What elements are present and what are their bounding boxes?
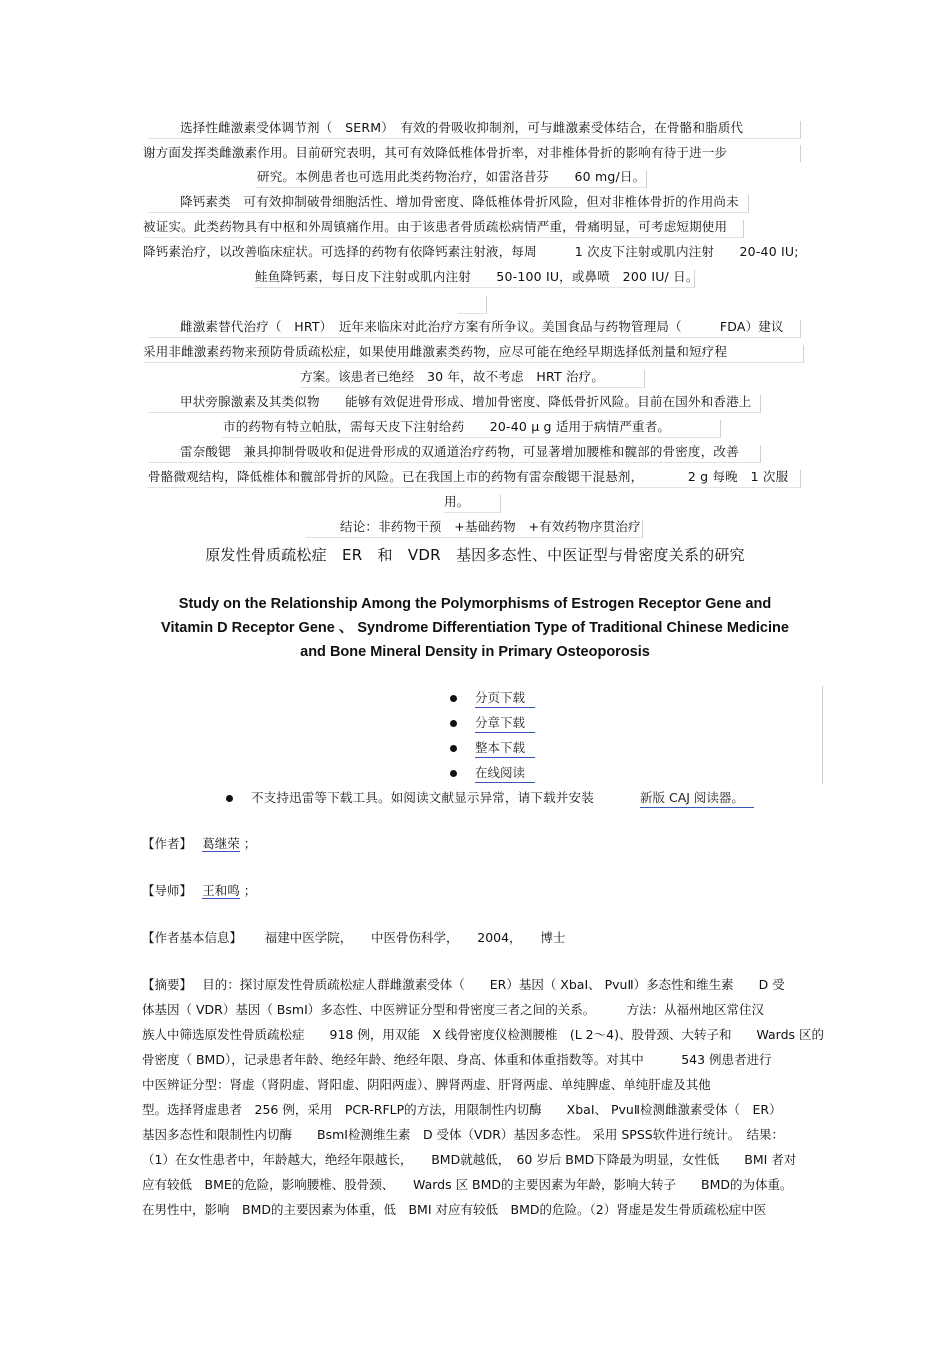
bullet-icon: [450, 770, 457, 777]
abstract-line-8: （1）在女性患者中，年龄越大，绝经年限越长， BMD就越低， 60 岁后 BMD下降最为明显，女性低 BMI 者对: [142, 1152, 797, 1167]
pth-line-2: 市的药物有特立帕肽，需每天皮下注射给药 20-40 μ g 适用于病情严重者。: [223, 419, 671, 434]
advisor-link[interactable]: 王和鸣: [202, 883, 240, 898]
paper-title-english-line-2: Vitamin D Receptor Gene 、 Syndrome Differentiation Type of Traditional Chinese Medicine: [161, 620, 789, 636]
abstract-text: 目的：探讨原发性骨质疏松症人群雌激素受体（ ER）基因（ XbaⅠ、 PvuⅡ）多态性和维生素 D 受: [202, 977, 785, 992]
bullet-icon: [450, 745, 457, 752]
scroll-divider: [822, 686, 823, 784]
conclusion: 结论：非药物干预 +基础药物 +有效药物序贯治疗: [340, 519, 641, 534]
serm-line-3: 研究。本例患者也可选用此类药物治疗，如雷洛昔芬 60 mg/日。: [257, 169, 646, 184]
author-info-row: [142, 929, 565, 947]
download-by-chapter-link[interactable]: 分章下载: [475, 714, 535, 733]
ranelate-line-1: 雷奈酸锶 兼具抑制骨吸收和促进骨形成的双通道治疗药物，可显著增加腰椎和髋部的骨密度，改善: [180, 444, 739, 459]
calcitonin-line-3: 降钙素治疗，以改善临床症状。可选择的药物有依降钙素注射液，每周 1 次皮下注射或肌内注射 20-40 IU;: [143, 244, 799, 259]
bullet-icon: [226, 795, 233, 802]
calcitonin-line-4: 鲑鱼降钙素，每日皮下注射或肌内注射 50-100 IU，或鼻喷 200 IU/ 日。: [255, 269, 699, 284]
ranelate-line-2: 骨骼微观结构，降低椎体和髋部骨折的风险。已在我国上市的药物有雷奈酸锶干混悬剂， 2 g 每晚 1 次服: [148, 469, 789, 484]
bullet-icon: [450, 720, 457, 727]
ranelate-line-3: 用。: [444, 494, 470, 509]
calcitonin-line-2: 被证实。此类药物具有中枢和外周镇痛作用。由于该患者骨质疏松病情严重，骨痛明显，可考虑短期使用: [143, 219, 728, 234]
paper-title-english-line-1: Study on the Relationship Among the Polymorphisms of Estrogen Receptor Gene and: [178, 596, 772, 612]
abstract-line-10: 在男性中，影响 BMD的主要因素为体重，低 BMI 对应有较低 BMD的危险。（2）肾虚是发生骨质疏松症中医: [142, 1202, 767, 1217]
bullet-icon: [450, 695, 457, 702]
calcitonin-line-1: 降钙素类 可有效抑制破骨细胞活性、增加骨密度、降低椎体骨折风险，但对非椎体骨折的作用尚未: [180, 194, 739, 209]
author-info-label: 【作者基本信息】: [142, 930, 236, 945]
advisor-label: 【导师】: [142, 883, 186, 898]
author-link[interactable]: 葛继荣: [202, 836, 240, 851]
author-label: 【作者】: [142, 836, 186, 851]
author-info-value: 福建中医学院， 中医骨伤科学， 2004， 博士: [264, 930, 566, 945]
pth-line-1: 甲状旁腺激素及其类似物 能够有效促进骨形成、增加骨密度、降低骨折风险。目前在国外和香港上: [180, 394, 752, 409]
author-row: [142, 835, 256, 853]
separator: ；: [243, 836, 257, 851]
abstract-label: 【摘要】: [142, 977, 186, 992]
abstract-line-6: 型。选择肾虚患者 256 例，采用 PCR-RFLP的方法，用限制性内切酶 XbaⅠ、 PvuⅡ检测雌激素受体（ ER）: [142, 1102, 782, 1117]
text-fragment-border: [458, 296, 487, 314]
advisor-row: [142, 882, 256, 900]
caj-reader-link[interactable]: 新版 CAJ 阅读器。: [640, 789, 754, 808]
abstract-line-4: 骨密度（ BMD），记录患者年龄、绝经年龄、绝经年限、身高、体重和体重指数等。对其中 543 例患者进行: [142, 1052, 772, 1067]
abstract-line-5: 中医辨证分型：肾虚（肾阴虚、肾阳虚、阴阳两虚）、脾肾两虚、肝肾两虚、单纯脾虚、单纯肝虚及其他: [142, 1077, 711, 1092]
hrt-line-1: 雌激素替代治疗（ HRT） 近年来临床对此治疗方案有所争议。美国食品与药物管理局（ FDA）建议: [180, 319, 784, 334]
read-online-link[interactable]: 在线阅读: [475, 764, 535, 783]
abstract-line-9: 应有较低 BME的危险，影响腰椎、股骨颈、 Wards 区 BMD的主要因素为年龄，影响大转子 BMD的为体重。: [142, 1177, 793, 1192]
download-whole-link[interactable]: 整本下载: [475, 739, 535, 758]
paper-title-chinese: 原发性骨质疏松症 ER 和 VDR 基因多态性、中医证型与骨密度关系的研究: [205, 546, 745, 564]
serm-line-1: 选择性雌激素受体调节剂（ SERM） 有效的骨吸收抑制剂，可与雌激素受体结合，在骨骼和脂质代: [180, 120, 744, 135]
hrt-line-3: 方案。该患者已绝经 30 年，故不考虑 HRT 治疗。: [300, 369, 605, 384]
download-by-page-link[interactable]: 分页下载: [475, 689, 535, 708]
hrt-line-2: 采用非雌激素药物来预防骨质疏松症，如果使用雌激素类药物，应尽可能在绝经早期选择低剂量和短疗程: [143, 344, 728, 359]
abstract-line-1: [142, 976, 785, 994]
separator: ；: [243, 883, 257, 898]
text-fragment-border: [800, 145, 801, 162]
abstract-line-3: 族人中筛选原发性骨质疏松症 918 例，用双能 X 线骨密度仪检测腰椎 (L 2～4)、股骨颈、大转子和 Wards 区的: [142, 1027, 825, 1042]
serm-line-2: 谢方面发挥类雌激素作用。目前研究表明，其可有效降低椎体骨折率，对非椎体骨折的影响有待于进一步: [143, 145, 728, 160]
abstract-line-7: 基因多态性和限制性内切酶 BsmⅠ检测维生素 D 受体（VDR）基因多态性。 采用 SPSS软件进行统计。 结果：: [142, 1127, 784, 1142]
paper-title-english-line-3: and Bone Mineral Density in Primary Osteoporosis: [300, 644, 650, 660]
download-notice: 不支持迅雷等下载工具。如阅读文献显示异常，请下载并安装: [251, 790, 594, 805]
abstract-line-2: 体基因（ VDR）基因（ BsmⅠ）多态性、中医辨证分型和骨密度三者之间的关系。 方法：从福州地区常住汉: [142, 1002, 765, 1017]
